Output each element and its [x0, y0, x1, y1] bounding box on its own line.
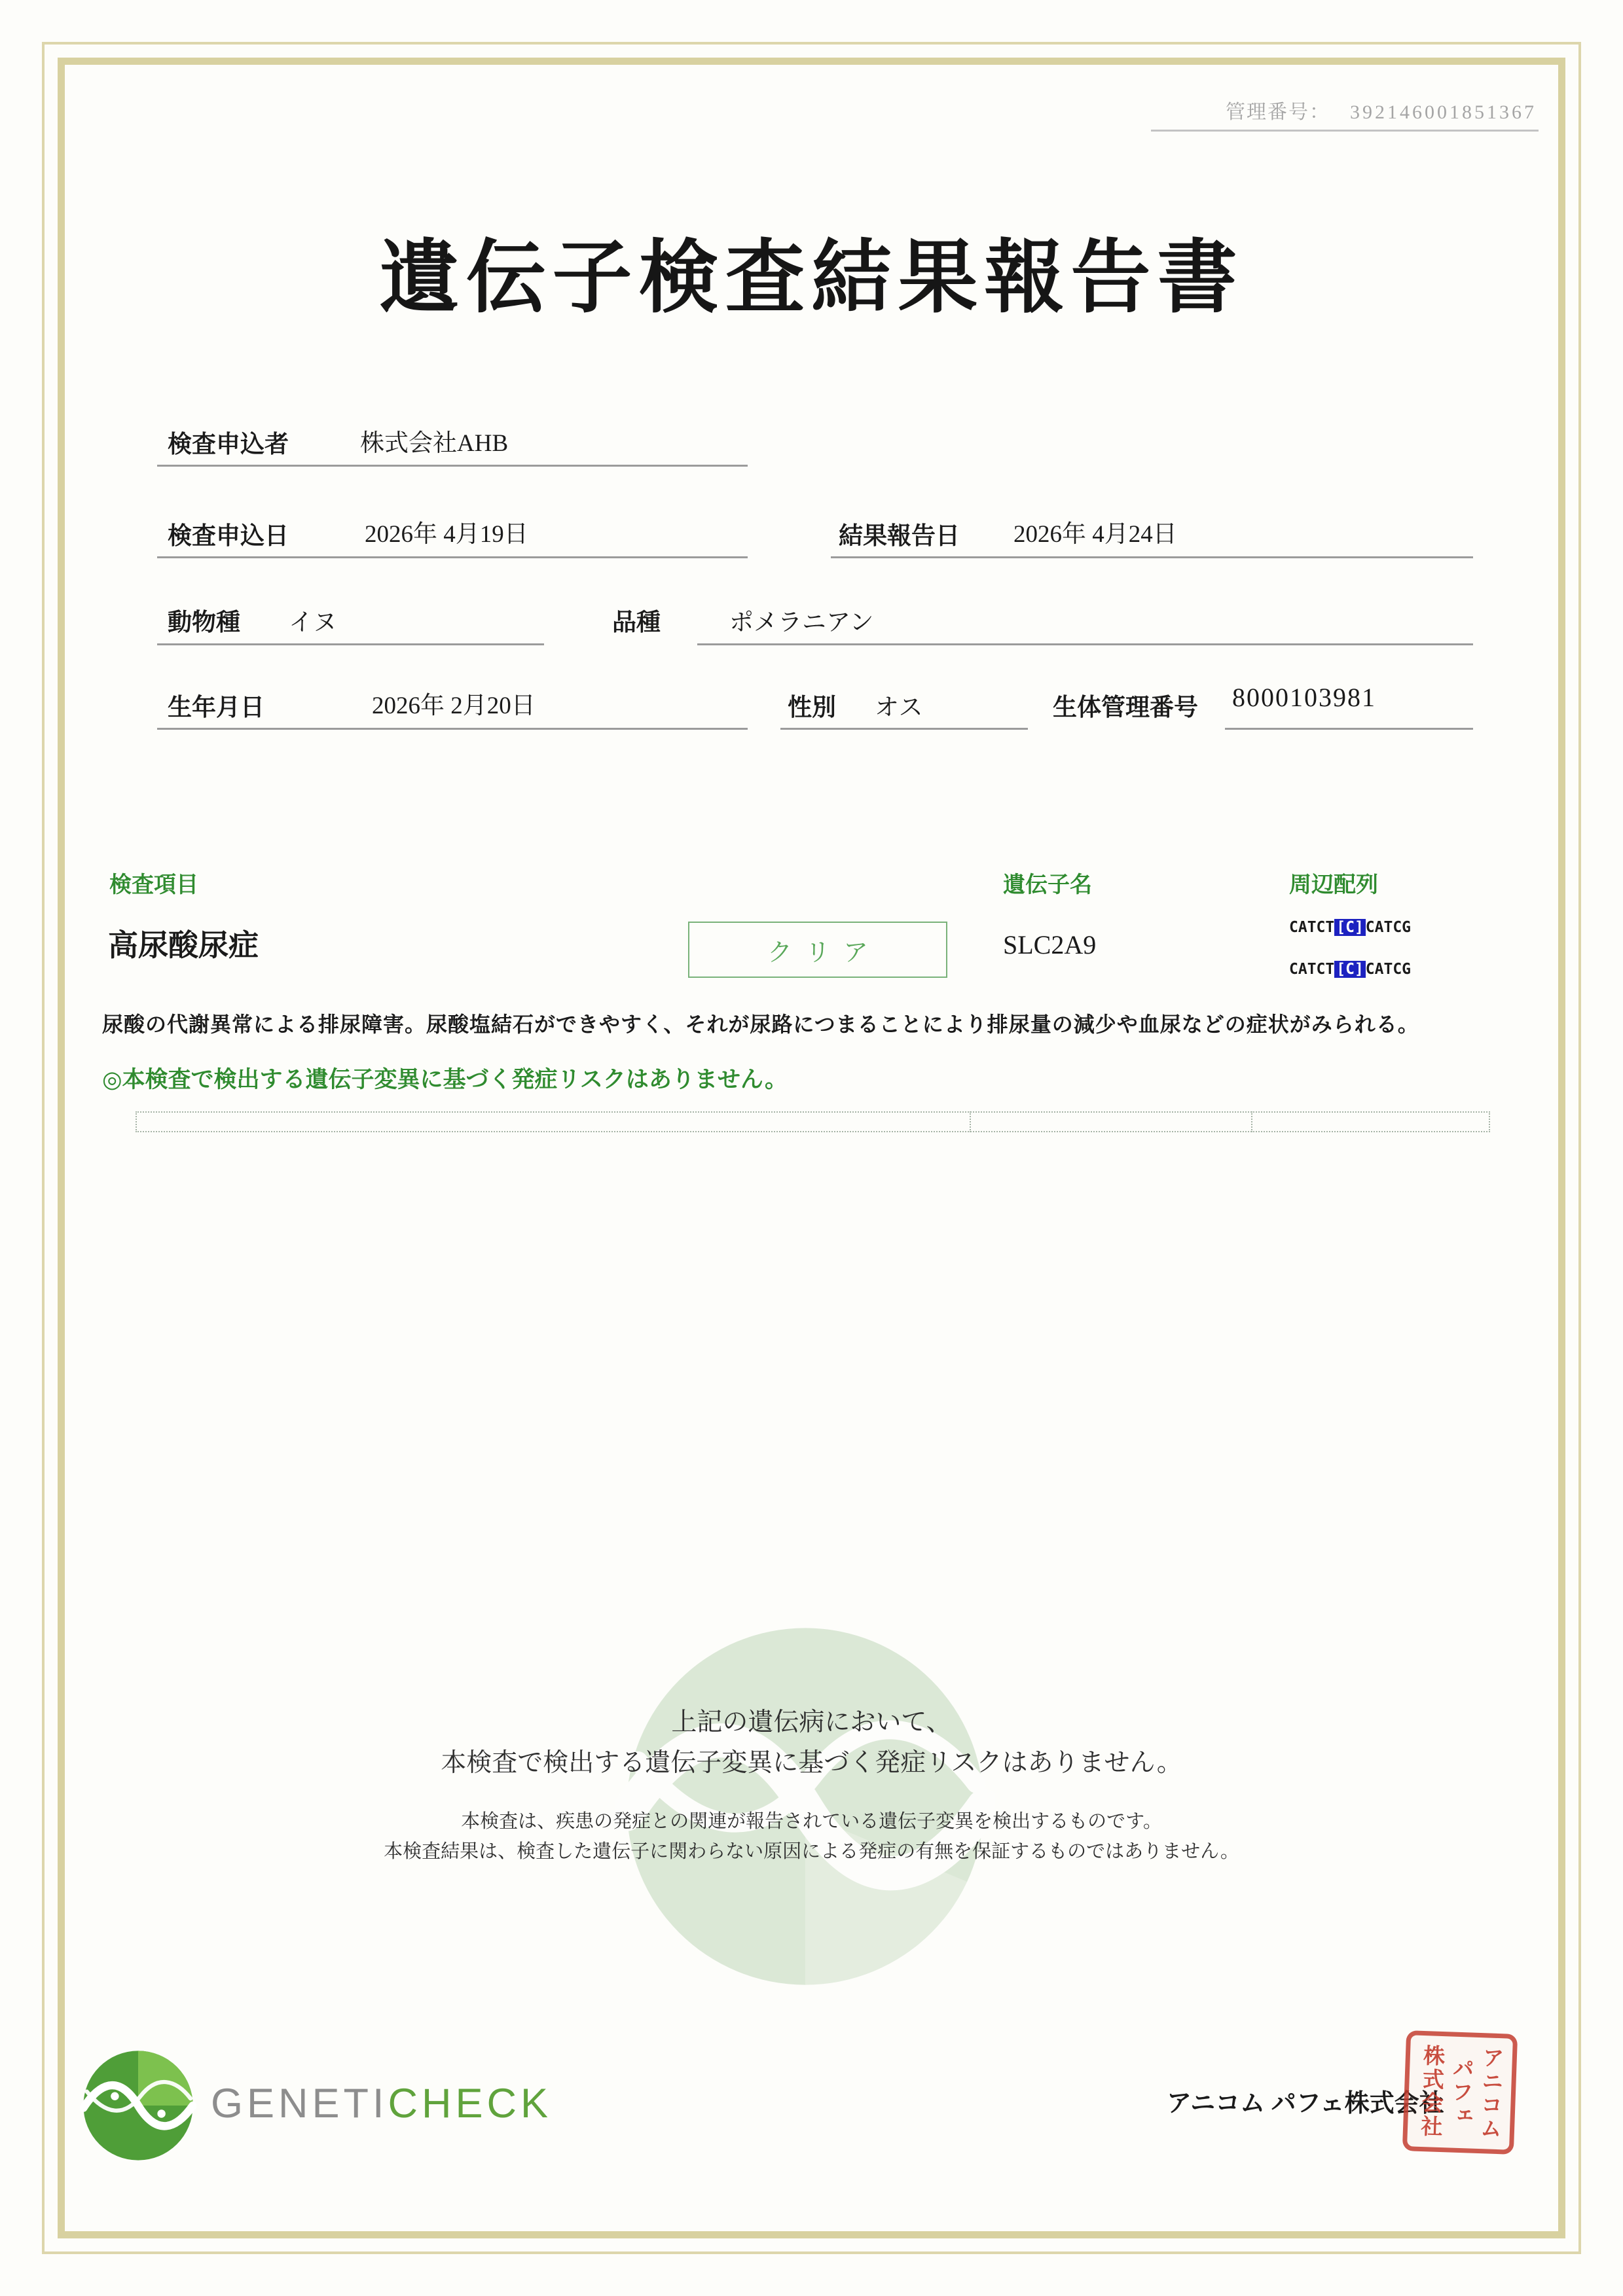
seal-column-2: パフェ	[1447, 2056, 1474, 2128]
sequence-prefix: CATCT	[1289, 961, 1335, 978]
summary-line-2: 本検査で検出する遺伝子変異に基づく発症リスクはありません。	[441, 1749, 1182, 1777]
management-number-value: 392146001851367	[1350, 101, 1537, 123]
disease-name: 高尿酸尿症	[108, 929, 259, 962]
underline	[780, 728, 1028, 730]
summary-note-2: 本検査結果は、検査した遺伝子に関わらない原因による発症の有無を保証するものではありません。	[384, 1841, 1239, 1862]
breed-value: ポメラニアン	[729, 609, 874, 636]
species-value: イヌ	[289, 609, 337, 636]
dotted-divider	[970, 1111, 971, 1132]
applicant-value: 株式会社AHB	[360, 430, 509, 457]
sequence-suffix: CATCG	[1365, 961, 1412, 978]
brand-wordmark-green: CHECK	[388, 2081, 553, 2126]
brand-wordmark-gray: GENETI	[211, 2081, 388, 2126]
species-label: 動物種	[168, 609, 240, 636]
risk-note: ◎本検査で検出する遺伝子変異に基づく発症リスクはありません。	[102, 1067, 788, 1092]
underline	[697, 643, 1473, 645]
underline	[831, 556, 1473, 558]
gene-name-value: SLC2A9	[1003, 930, 1097, 960]
birth-date-label: 生年月日	[168, 694, 264, 721]
underline	[157, 465, 748, 467]
result-badge	[688, 922, 947, 978]
animal-id-label: 生体管理番号	[1053, 694, 1198, 721]
sequence-prefix: CATCT	[1289, 919, 1335, 936]
dotted-table-strip	[136, 1111, 1490, 1132]
management-number-underline	[1151, 130, 1539, 132]
underline	[157, 556, 748, 558]
gene-name-header: 遺伝子名	[1003, 873, 1092, 897]
report-date-label: 結果報告日	[839, 523, 960, 550]
report-date-value: 2026年 4月24日	[1013, 521, 1177, 548]
application-date-value: 2026年 4月19日	[365, 521, 528, 548]
summary-line-1: 上記の遺伝病において、	[671, 1708, 952, 1736]
sequence-suffix: CATCG	[1365, 919, 1412, 936]
summary-note-1: 本検査は、疾患の発症との関連が報告されている遺伝子変異を検出するものです。	[461, 1811, 1162, 1832]
applicant-label: 検査申込者	[168, 431, 289, 458]
seal-column-1: アニコム	[1476, 2046, 1504, 2142]
disease-description: 尿酸の代謝異常による排尿障害。尿酸塩結石ができやすく、それが尿路につまることにより排尿量の減少や血尿などの症状がみられる。	[102, 1013, 1419, 1036]
company-name: アニコム パフェ株式会社	[1167, 2090, 1444, 2117]
management-number-label: 管理番号：	[1226, 101, 1330, 123]
seal-column-3: 株式会社	[1417, 2043, 1444, 2140]
sequence-variant: [C]	[1334, 919, 1366, 936]
underline	[157, 643, 544, 645]
breed-label: 品種	[612, 609, 661, 636]
sex-value: オス	[875, 694, 923, 721]
underline	[1225, 728, 1473, 730]
page-title: 遺伝子検査結果報告書	[379, 234, 1244, 323]
underline	[157, 728, 748, 730]
birth-date-value: 2026年 2月20日	[372, 692, 536, 719]
dotted-divider	[1251, 1111, 1252, 1132]
sequence-variant: [C]	[1334, 961, 1366, 978]
test-item-header: 検査項目	[109, 873, 198, 897]
company-seal	[1402, 2030, 1518, 2155]
sequence-line-1	[1289, 919, 1411, 936]
application-date-label: 検査申込日	[168, 523, 289, 550]
sequence-header: 周辺配列	[1289, 873, 1378, 897]
sequence-line-2	[1289, 961, 1411, 978]
management-number	[1226, 96, 1537, 124]
animal-id-value: 8000103981	[1232, 683, 1376, 712]
geneticheck-logo-icon	[80, 2047, 196, 2164]
result-badge-label: クリア	[767, 939, 881, 967]
sex-label: 性別	[788, 694, 836, 721]
brand-wordmark	[211, 2080, 552, 2127]
